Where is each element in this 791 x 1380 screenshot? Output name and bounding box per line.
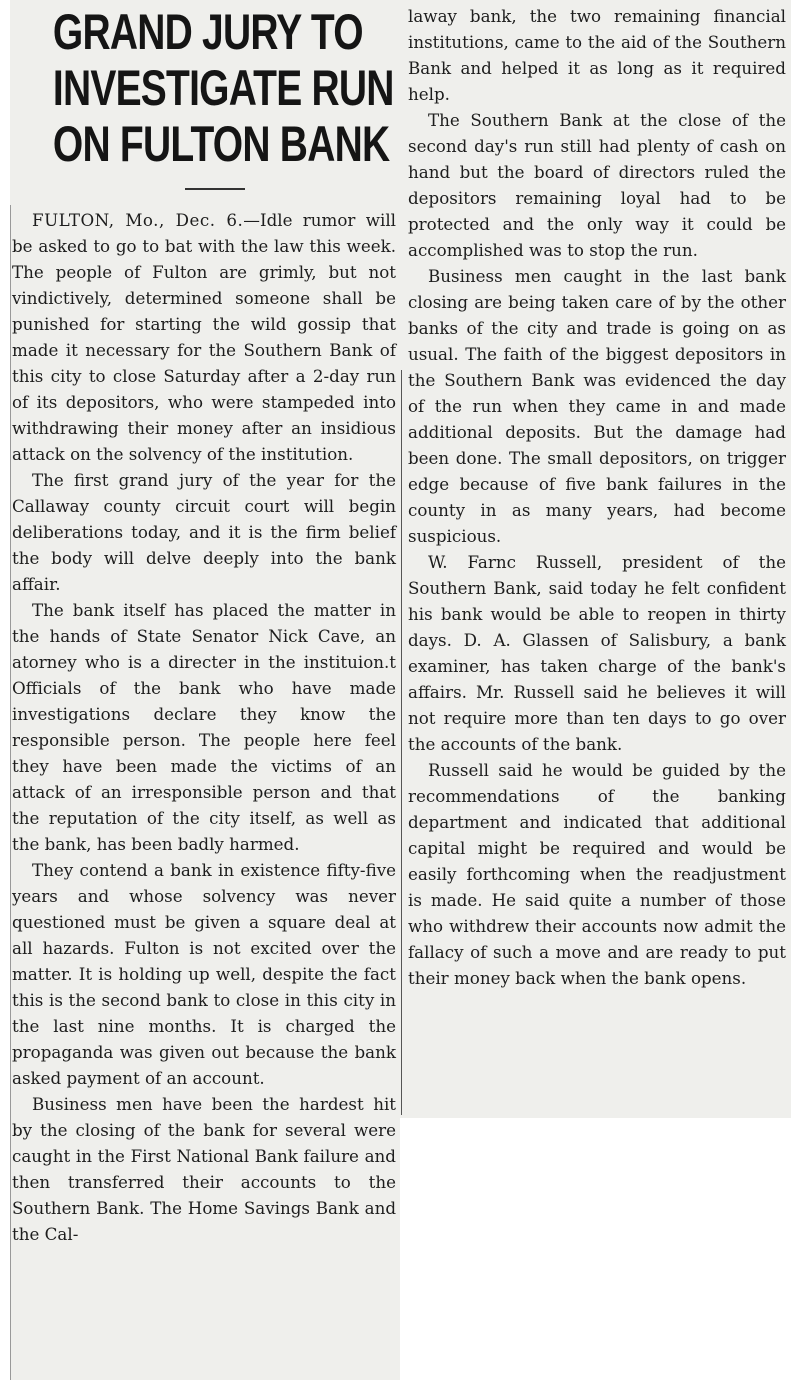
article-paragraph-1: [12, 207, 396, 467]
article-column-right: [408, 3, 786, 991]
dateline: FULTON, Mo., Dec. 6.: [32, 210, 244, 230]
article-paragraph-5-continued: laway bank, the two remaining financial institutions, came to the aid of the Southern Bank and helped it as long as it required help.: [408, 6, 786, 104]
headline-line-3: ON FULTON BANK: [52, 116, 390, 172]
article-paragraph-4: They contend a bank in existence fifty-five years and whose solvency was never questioned must be given a square deal at all hazards. Fulton is not excited over the matter. It is holding up well, despite the fact this is the second bank to close in this city in the last nine months. It is charged the propaganda was given out because the bank asked payment of an account.: [12, 860, 396, 1088]
paragraph-1-body: —Idle rumor will be asked to go to bat with the law this week. The people of Fulton are grimly, but not vindictively, determined someone shall be punished for starting the wild gossip that made it necessary for the Southern Bank of this city to close Saturday after a 2-day run of its depositors, who were stampeded into withdrawing their money after an insidious attack on the solvency of the institution.: [12, 210, 397, 464]
article-paragraph-2: The first grand jury of the year for the Callaway county circuit court will begin deliberations today, and it is the firm belief the body will delve deeply into the bank affair.: [12, 470, 396, 594]
headline-line-1: GRAND JURY TO: [52, 4, 363, 60]
headline: [52, 4, 394, 172]
article-paragraph-5: Business men have been the hardest hit by the closing of the bank for several were caught in the First National Bank failure and then transferred their accounts to the Southern Bank. The Home Savings Bank and the Cal-: [12, 1094, 396, 1244]
headline-line-2: INVESTIGATE RUN: [52, 60, 394, 116]
article-paragraph-9: Russell said he would be guided by the recommendations of the banking department and indicated that additional capital might be required and would be easily forthcoming when the readjustment is made. He said quite a number of those who withdrew their accounts now admit the fallacy of such a move and are ready to put their money back when the bank opens.: [408, 760, 786, 988]
article-paragraph-3: The bank itself has placed the matter in the hands of State Senator Nick Cave, an atorney who is a directer in the instituion.t Officials of the bank who have made investigations declare they know the responsible person. The people here feel they have been made the victims of an attack of an irresponsible person and that the reputation of the city itself, as well as the bank, has been badly harmed.: [12, 600, 396, 854]
article-paragraph-6: The Southern Bank at the close of the second day's run still had plenty of cash on hand but the board of directors ruled the depositors remaining loyal had to be protected and the only way it could be accomplished was to stop the run.: [408, 110, 786, 260]
headline-rule: [185, 188, 245, 190]
article-paragraph-8: W. Farnc Russell, president of the Southern Bank, said today he felt confident his bank would be able to reopen in thirty days. D. A. Glassen of Salisbury, a bank examiner, has taken charge of the bank's affairs. Mr. Russell said he believes it will not require more than ten days to go over the accounts of the bank.: [408, 552, 786, 754]
article-paragraph-7: Business men caught in the last bank closing are being taken care of by the other banks of the city and trade is going on as usual. The faith of the biggest depositors in the Southern Bank was evidenced the day of the run when they came in and made additional deposits. But the damage had been done. The small depositors, on trigger edge because of five bank failures in the county in as many years, had become suspicious.: [408, 266, 786, 546]
headline-block: [10, 0, 400, 205]
column-divider: [401, 370, 402, 1115]
article-column-left: [12, 207, 396, 1247]
left-edge-rule: [10, 205, 11, 1380]
